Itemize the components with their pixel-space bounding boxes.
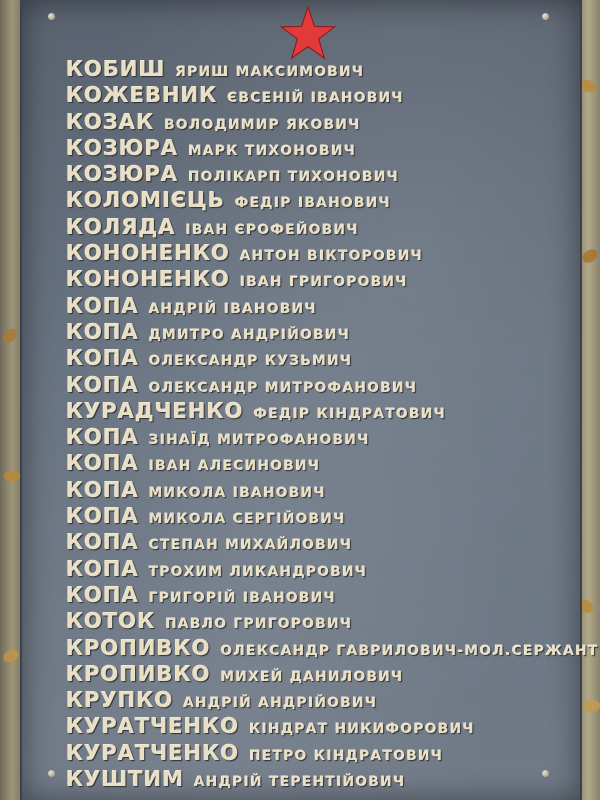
surname-text: КОПА [66,372,139,397]
surname-text: КРОПИВКО [66,635,211,660]
name-row [66,687,586,713]
surname-text: КОПА [66,504,139,529]
screw-top-right [542,13,549,20]
name-row [66,766,586,792]
name-row [66,450,586,476]
given-name-text: ЯРИШ МАКСИМОВИЧ [175,64,365,80]
given-name-text: ОЛЕКСАНДР МИТРОФАНОВИЧ [148,379,418,396]
name-row [66,266,586,292]
given-name-text: АНДРІЙ АНДРІЙОВИЧ [183,695,378,712]
given-name-text: АНДРІЙ ТЕРЕНТІЙОВИЧ [194,774,406,791]
name-row [66,109,586,135]
surname-text: КОПА [66,425,139,450]
name-row [66,161,586,187]
surname-text: КОТОК [66,609,156,634]
name-row [66,293,586,319]
name-row [66,345,586,371]
name-row [66,582,586,608]
given-name-text: ДМИТРО АНДРІЙОВИЧ [148,326,351,343]
given-name-text: ОЛЕКСАНДР КУЗЬМИЧ [148,353,353,370]
given-name-text: ІВАН ЄРОФЕЙОВИЧ [185,221,360,238]
surname-text: КУШТИМ [66,767,185,792]
surname-text: КОЗАК [66,109,155,134]
given-name-text: ТРОХИМ ЛИКАНДРОВИЧ [148,563,368,580]
given-name-text: ФЕДІР КІНДРАТОВИЧ [253,405,447,422]
name-row [66,556,586,582]
name-row [66,529,586,555]
name-row [66,424,586,450]
name-row [66,635,599,661]
given-name-text: ПОЛІКАРП ТИХОНОВИЧ [188,169,400,186]
surname-text: КОПА [66,556,139,581]
surname-text: КОПА [66,477,139,502]
given-name-text: ФЕДІР ІВАНОВИЧ [234,195,392,212]
name-row [66,56,586,82]
screw-top-left [48,13,55,20]
surname-text: КОНОНЕНКО [66,267,230,292]
given-name-text: ПАВЛО ГРИГОРОВИЧ [165,616,353,633]
surname-text: КРУПКО [66,688,174,713]
given-name-text: АНДРІЙ ІВАНОВИЧ [148,300,318,317]
surname-text: КОПА [66,319,139,344]
surname-text: КОЗЮРА [66,162,179,187]
surname-text: КОЖЕВНИК [66,83,218,108]
given-name-text: СТЕПАН МИХАЙЛОВИЧ [148,537,353,554]
surname-text: КУРАТЧЕНКО [66,740,240,765]
name-row [66,214,586,240]
name-row [66,608,586,634]
name-row [66,240,586,266]
red-star-icon [280,6,336,60]
memorial-plaque [20,0,599,800]
surname-text: КОПА [66,451,139,476]
surname-text: КОНОНЕНКО [66,241,230,266]
given-name-text: ЄВСЕНІЙ ІВАНОВИЧ [227,90,405,107]
name-row [66,319,586,345]
name-row [66,503,586,529]
name-row [66,477,586,503]
name-row [66,740,586,766]
given-name-text: ГРИГОРІЙ ІВАНОВИЧ [148,589,337,606]
name-row [66,661,586,687]
given-name-text: МИКОЛА СЕРГІЙОВИЧ [148,511,346,528]
surname-text: КОПА [66,582,139,607]
name-row [66,372,586,398]
surname-text: КРОПИВКО [66,661,211,686]
surname-text: КОЛЯДА [66,214,176,239]
surname-text: КОЗЮРА [66,135,179,160]
given-name-text: ВОЛОДИМИР ЯКОВИЧ [164,116,361,133]
given-name-text: ІВАН АЛЕСИНОВИЧ [148,458,321,475]
name-row [66,135,586,161]
given-name-text: МИКОЛА ІВАНОВИЧ [148,484,326,501]
given-name-text: ОЛЕКСАНДР ГАВРИЛОВИЧ-МОЛ.СЕРЖАНТ [220,642,599,659]
given-name-text: ЗІНАЇД МИТРОФАНОВИЧ [148,432,370,449]
given-name-text: КІНДРАТ НИКИФОРОВИЧ [249,721,476,738]
name-row [66,82,586,108]
given-name-text: АНТОН ВІКТОРОВИЧ [239,248,424,265]
surname-text: КУРАДЧЕНКО [66,398,244,423]
screw-bottom-left [48,770,55,777]
name-row [66,713,586,739]
given-name-text: ПЕТРО КІНДРАТОВИЧ [249,747,444,764]
surname-text: КУРАТЧЕНКО [66,714,240,739]
surname-text: КОПА [66,293,139,318]
surname-text: КОПА [66,346,139,371]
surname-text: КОЛОМІЄЦЬ [66,188,225,213]
given-name-text: МИХЕЙ ДАНИЛОВИЧ [220,668,404,685]
given-name-text: ІВАН ГРИГОРОВИЧ [239,274,408,291]
given-name-text: МАРК ТИХОНОВИЧ [188,142,357,159]
name-row [66,187,586,213]
name-row [66,398,586,424]
surname-text: КОПА [66,530,139,555]
names-list [66,56,599,792]
surname-text: КОБИШ [66,57,166,81]
